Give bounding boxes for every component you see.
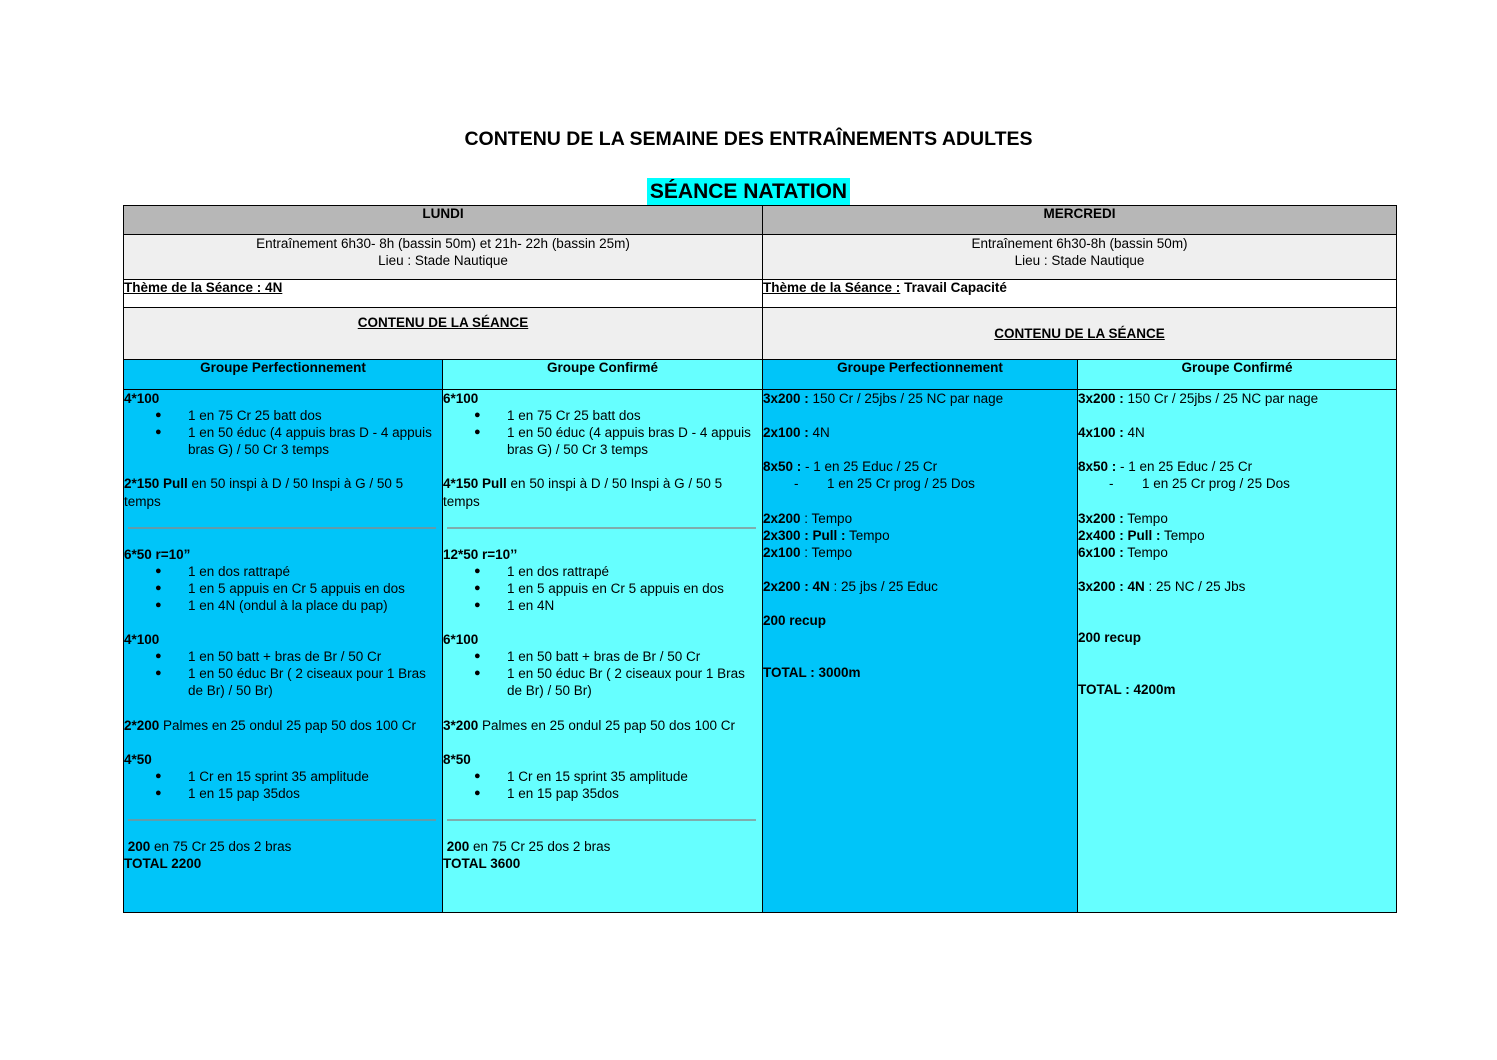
monday-contenu <box>124 308 763 360</box>
monday-info <box>124 235 763 280</box>
set-bold: 2*150 Pull <box>124 476 188 492</box>
list-item: ● 1 en 50 batt + bras de Br / 50 Cr <box>443 648 762 665</box>
wednesday-location: Lieu : Stade Nautique <box>1014 253 1145 268</box>
set-bold: 200 <box>124 839 151 855</box>
wednesday-schedule: Entraînement 6h30-8h (bassin 50m) <box>971 236 1188 251</box>
list-item: ● 1 en 4N <box>443 597 762 614</box>
set-line <box>443 475 762 509</box>
list-item: ● 1 en dos rattrapé <box>443 563 762 580</box>
set-line <box>1078 424 1396 441</box>
list-item: ● 1 en 4N (ondul à la place du pap) <box>124 597 442 614</box>
set-title: 6*100 <box>443 391 479 406</box>
training-table <box>123 205 1397 913</box>
list-item: ● 1 en 50 éduc Br ( 2 ciseaux pour 1 Bras de Br) / 50 Br) <box>443 665 762 699</box>
set-title: 4*100 <box>124 391 160 406</box>
set-line <box>1078 510 1396 527</box>
set-line <box>763 544 1077 561</box>
wednesday-contenu-label: CONTENU DE LA SÉANCE <box>994 326 1165 341</box>
document-title: CONTENU DE LA SEMAINE DES ENTRAÎNEMENTS ADULTES <box>464 128 1033 150</box>
list-item: ● 1 en 75 Cr 25 batt dos <box>124 407 442 424</box>
set-bold: 4x100 : <box>1078 425 1124 441</box>
group-header-row <box>124 360 1397 390</box>
day-monday: LUNDI <box>124 206 763 235</box>
group-header: Groupe Confirmé <box>1078 360 1397 390</box>
set-title: 12*50 r=10’’ <box>443 546 518 562</box>
set-text: 150 Cr / 25jbs / 25 NC par nage <box>1123 391 1319 406</box>
monday-theme-label: Thème de la Séance : 4N <box>124 280 283 295</box>
set-title: 6*100 <box>443 632 479 648</box>
theme-row <box>124 280 1397 308</box>
wednesday-theme-value: Travail Capacité <box>900 280 1007 295</box>
recup: 200 recup <box>1078 630 1142 646</box>
set-line <box>1078 544 1396 561</box>
total: TOTAL : 4200m <box>1078 681 1176 697</box>
set-bold: 3x200 : 4N <box>1078 579 1145 595</box>
total: TOTAL 3600 <box>443 856 521 872</box>
set-line <box>124 838 442 855</box>
set-bold: 3x200 : <box>763 391 809 406</box>
set-text: 150 Cr / 25jbs / 25 NC par nage <box>808 391 1004 406</box>
list-item: ● 1 en 5 appuis en Cr 5 appuis en dos <box>124 580 442 597</box>
wednesday-contenu <box>763 308 1397 360</box>
set-line <box>1078 578 1396 595</box>
set-bold: 2x200 : 4N <box>763 579 830 595</box>
set-text: Tempo <box>1160 527 1205 543</box>
list-item: ● 1 en 50 éduc (4 appuis bras D - 4 appuis bras G) / 50 Cr 3 temps <box>443 424 762 458</box>
workout-monday-perf <box>124 390 443 913</box>
monday-schedule: Entraînement 6h30- 8h (bassin 50m) et 21h- 22h (bassin 25m) <box>256 236 630 251</box>
monday-theme <box>124 280 763 308</box>
set-bold: 200 <box>443 839 470 855</box>
recup: 200 recup <box>763 613 827 629</box>
set-line <box>763 390 1077 407</box>
group-header: Groupe Perfectionnement <box>763 360 1078 390</box>
workout-wednesday-conf <box>1078 390 1397 913</box>
set-text: : Tempo <box>800 510 853 526</box>
set-text: en 50 inspi à D / 50 Inspi à G / 50 5 temps <box>443 476 723 509</box>
set-line <box>124 475 442 509</box>
divider <box>447 819 756 822</box>
set-title: 8*50 <box>443 751 471 767</box>
set-line <box>763 510 1077 527</box>
set-bold: 2x100 : <box>763 425 809 441</box>
set-bold: 8x50 : <box>1078 459 1117 475</box>
set-title: 4*50 <box>124 751 152 767</box>
set-line <box>443 838 762 855</box>
set-bold: 2x300 : Pull : <box>763 527 846 543</box>
set-bold: 3x200 : <box>1078 510 1124 526</box>
set-text: en 75 Cr 25 dos 2 bras <box>469 839 611 855</box>
set-line <box>763 527 1077 544</box>
monday-contenu-label: CONTENU DE LA SÉANCE <box>357 315 529 330</box>
set-line <box>763 578 1077 595</box>
set-bold: 2x200 <box>763 510 801 526</box>
divider <box>128 819 436 822</box>
list-item: ● 1 en 75 Cr 25 batt dos <box>443 407 762 424</box>
list-item: ● 1 en 15 pap 35dos <box>124 785 442 802</box>
set-text: : Tempo <box>800 544 853 560</box>
set-line <box>1078 390 1396 407</box>
list-item: ● 1 en 50 éduc Br ( 2 ciseaux pour 1 Bras de Br) / 50 Br) <box>124 665 442 699</box>
set-text: : 25 jbs / 25 Educ <box>829 579 938 595</box>
set-text: en 50 inspi à D / 50 Inspi à G / 50 5 temps <box>124 476 404 509</box>
set-title: 4*100 <box>124 632 160 648</box>
set-text: Tempo <box>1123 510 1168 526</box>
set-text: Tempo <box>1123 544 1168 560</box>
set-line <box>1078 458 1396 475</box>
day-wednesday: MERCREDI <box>763 206 1397 235</box>
set-bold: 6x100 : <box>1078 544 1124 560</box>
list-item: ● 1 Cr en 15 sprint 35 amplitude <box>124 768 442 785</box>
session-info-row <box>124 235 1397 280</box>
list-item: - 1 en 25 Cr prog / 25 Dos <box>1078 475 1396 492</box>
set-bold: 3x200 : <box>1078 391 1124 406</box>
set-line <box>1078 527 1396 544</box>
list-item: - 1 en 25 Cr prog / 25 Dos <box>763 475 1077 492</box>
list-item: ● 1 Cr en 15 sprint 35 amplitude <box>443 768 762 785</box>
set-line <box>763 424 1077 441</box>
set-bold: 3*200 <box>443 717 479 733</box>
set-text: Tempo <box>845 527 890 543</box>
workout-row <box>124 390 1397 913</box>
divider <box>128 527 436 530</box>
set-text: Palmes en 25 ondul 25 pap 50 dos 100 Cr <box>159 717 416 733</box>
set-text: - 1 en 25 Educ / 25 Cr <box>1116 459 1253 475</box>
set-text: : 25 NC / 25 Jbs <box>1144 579 1246 595</box>
list-item: ● 1 en 15 pap 35dos <box>443 785 762 802</box>
set-line <box>763 458 1077 475</box>
set-bold: 2x400 : Pull : <box>1078 527 1161 543</box>
set-text: 4N <box>1123 425 1145 441</box>
set-text: en 75 Cr 25 dos 2 bras <box>150 839 292 855</box>
wednesday-info <box>763 235 1397 280</box>
set-text: Palmes en 25 ondul 25 pap 50 dos 100 Cr <box>478 717 735 733</box>
total: TOTAL 2200 <box>124 856 202 872</box>
group-header: Groupe Perfectionnement <box>124 360 443 390</box>
monday-location: Lieu : Stade Nautique <box>378 253 508 268</box>
group-header: Groupe Confirmé <box>443 360 763 390</box>
set-bold: 2*200 <box>124 717 160 733</box>
set-text: - 1 en 25 Educ / 25 Cr <box>801 459 938 475</box>
divider <box>447 527 756 530</box>
set-bold: 4*150 Pull <box>443 476 507 492</box>
set-title: 6*50 r=10” <box>124 546 191 562</box>
list-item: ● 1 en 50 batt + bras de Br / 50 Cr <box>124 648 442 665</box>
contenu-row <box>124 308 1397 360</box>
set-bold: 8x50 : <box>763 459 802 475</box>
subtitle-wrapper <box>0 178 1497 206</box>
set-text: 4N <box>808 425 830 441</box>
wednesday-theme-label: Thème de la Séance : <box>763 280 901 295</box>
workout-monday-conf <box>443 390 763 913</box>
list-item: ● 1 en dos rattrapé <box>124 563 442 580</box>
day-header-row <box>124 206 1397 235</box>
section-title: SÉANCE NATATION <box>647 178 850 206</box>
set-bold: 2x100 <box>763 544 801 560</box>
workout-wednesday-perf <box>763 390 1078 913</box>
list-item: ● 1 en 5 appuis en Cr 5 appuis en dos <box>443 580 762 597</box>
total: TOTAL : 3000m <box>763 664 861 680</box>
set-line <box>443 717 762 734</box>
wednesday-theme <box>763 280 1397 308</box>
set-line <box>124 717 442 734</box>
list-item: ● 1 en 50 éduc (4 appuis bras D - 4 appuis bras G) / 50 Cr 3 temps <box>124 424 442 458</box>
